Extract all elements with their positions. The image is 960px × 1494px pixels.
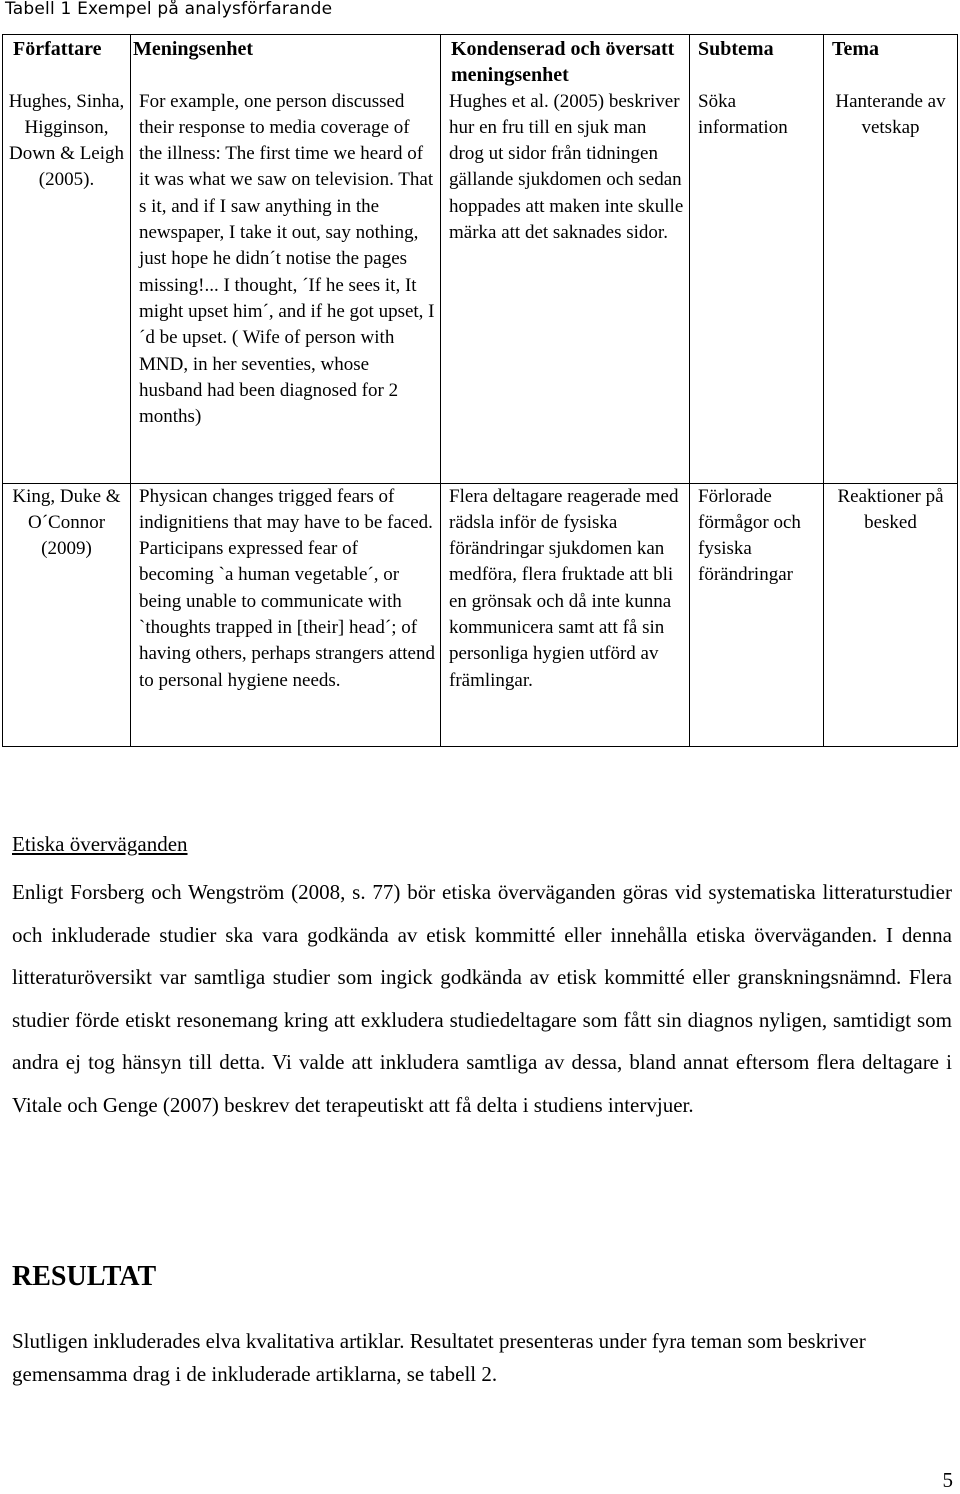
cell-subtheme: Söka information: [690, 89, 824, 484]
result-paragraph: Slutligen inkluderades elva kvalitativa artiklar. Resultatet presenteras under fyra teman som beskriver gemensamma drag i de inkluderade artiklarna, se tabell 2.: [12, 1329, 866, 1386]
cell-condensed: Hughes et al. (2005) beskriver hur en fru till en sjuk man drog ut sidor från tidningen gällande sjukdomen och sedan hoppades att maken inte skulle märka att det saknades sidor.: [441, 89, 690, 484]
header-meaning-unit: Meningsenhet: [131, 35, 441, 89]
analysis-table: [2, 34, 958, 747]
table-header-row: [3, 35, 958, 89]
table-row: [3, 89, 958, 484]
header-author: Författare: [3, 35, 131, 89]
cell-author: King, Duke & O´Connor (2009): [3, 483, 131, 746]
ethics-paragraph: Enligt Forsberg och Wengström (2008, s. 77) bör etiska överväganden göras vid systematiska litteraturstudier och inkluderade studier ska vara godkända av etisk kommitté eller innehålla etiska överväganden. I denna litteraturöversikt var samtliga studier som ingick godkända av etisk kommitté eller granskningsnämnd. Flera studier förde etiskt resonemang kring att exkludera studiedeltagare som fått sin diagnos nyligen, samtidigt som andra ej tog hänsyn till detta. Vi valde att inkludera samtliga av dessa, bland annat eftersom flera deltagare i Vitale och Genge (2007) beskrev det terapeutiskt att få delta i studiens intervjuer.: [12, 880, 952, 1117]
cell-meaning-unit: For example, one person discussed their response to media coverage of the illness: The first time we heard of it was what we saw on television. That s it, and if I saw anything in the newspaper, I take it out, say nothing, just hope he didn´t notise the pages missing!... I thought, ´If he sees it, It might upset him´, and if he got upset, I´d be upset. ( Wife of person with MND, in her seventies, whose husband had been diagnosed for 2 months): [131, 89, 441, 484]
header-theme: Tema: [824, 35, 958, 89]
header-subtheme: Subtema: [690, 35, 824, 89]
cell-theme: Reaktioner på besked: [824, 483, 958, 746]
result-heading: RESULTAT: [12, 1261, 157, 1292]
table-row: [3, 483, 958, 746]
cell-subtheme: Förlorade förmågor och fysiska förändringar: [690, 483, 824, 746]
ethics-heading: Etiska överväganden: [12, 832, 188, 856]
cell-theme: Hanterande av vetskap: [824, 89, 958, 484]
header-condensed: Kondenserad och översatt meningsenhet: [441, 35, 690, 89]
page-number: 5: [942, 1468, 953, 1492]
table-caption: Tabell 1 Exempel på analysförfarande: [5, 0, 333, 19]
cell-meaning-unit: Physican changes trigged fears of indignitiens that may have to be faced. Participans expressed fear of becoming `a human vegetable´, or being unable to communicate with `thoughts trapped in [their] head´; of having others, perhaps strangers attend to personal hygiene needs.: [131, 483, 441, 746]
cell-author: Hughes, Sinha, Higginson, Down & Leigh (2005).: [3, 89, 131, 484]
cell-condensed: Flera deltagare reagerade med rädsla inför de fysiska förändringar sjukdomen kan medföra, flera fruktade att bli en grönsak och då inte kunna kommunicera samt att få sin personliga hygien utförd av främlingar.: [441, 483, 690, 746]
